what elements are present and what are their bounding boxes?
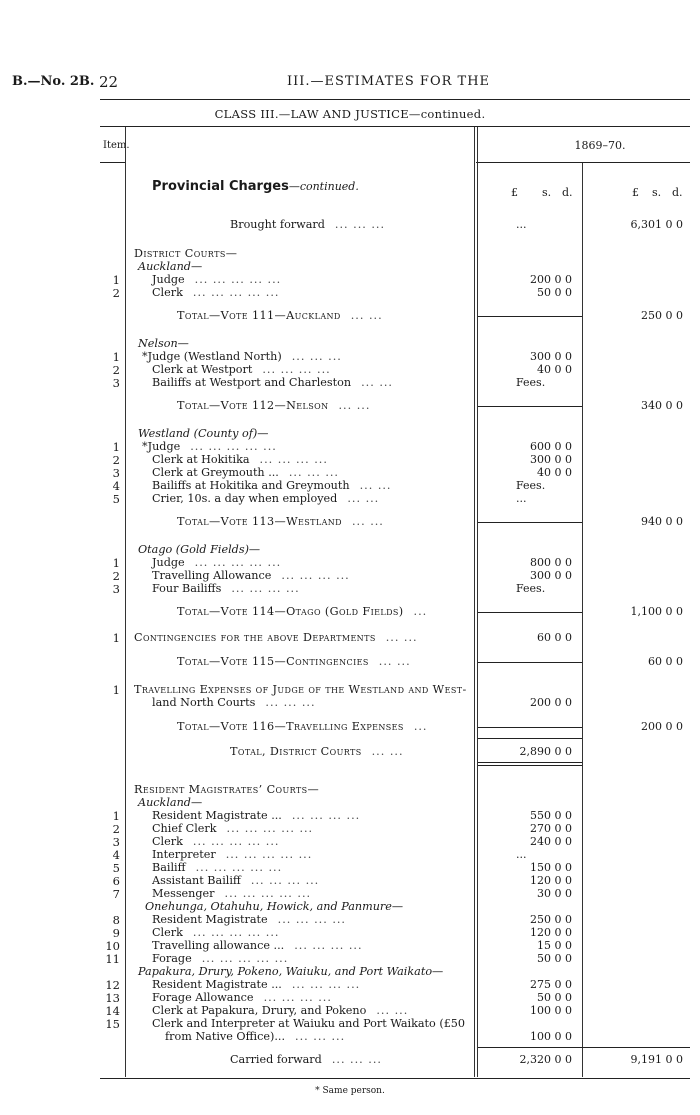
amount-detail: 200 0 0 <box>530 696 572 709</box>
currency-pounds-2: £ <box>632 186 639 199</box>
leader-dots: ... ... ... ... <box>262 363 331 376</box>
line-text: Auckland— <box>138 796 203 809</box>
line-text: Forage <box>152 952 192 965</box>
amount-detail: 600 0 0 <box>530 440 572 453</box>
line-text: Clerk <box>152 835 183 848</box>
item-number: 7 <box>112 887 120 901</box>
leader-dots: ... ... ... ... <box>291 809 361 822</box>
line-description <box>152 978 360 991</box>
amount-total: 1,100 0 0 <box>630 605 683 618</box>
item-number: 6 <box>112 874 120 888</box>
line-description <box>152 913 346 926</box>
item-number: 9 <box>112 926 120 940</box>
leader-dots: ... ... <box>378 655 411 668</box>
line-description <box>152 939 363 952</box>
line-text: Nelson— <box>138 337 189 350</box>
line-description <box>138 965 443 978</box>
leader-dots: ... ... ... ... ... <box>192 835 280 848</box>
subtotal-rule <box>478 612 582 613</box>
line-text: Bailiff <box>152 861 186 874</box>
line-text: Chief Clerk <box>152 822 217 835</box>
amount-total: 60 0 0 <box>648 655 683 668</box>
leader-dots: ... ... ... ... ... <box>194 273 282 286</box>
item-number: 1 <box>112 809 120 823</box>
leader-dots: ... ... ... ... ... <box>192 926 280 939</box>
currency-pence-2: d. <box>672 186 683 199</box>
line-description <box>138 337 189 350</box>
item-number: 1 <box>112 350 120 364</box>
line-text: Resident Magistrate ... <box>152 978 282 991</box>
subtotal-rule <box>478 727 582 728</box>
page-number: 22 <box>99 73 119 91</box>
leader-dots: ... ... ... ... ... <box>225 848 313 861</box>
amount-detail: Fees. <box>516 582 546 595</box>
item-number: 5 <box>112 492 120 506</box>
leader-dots: ... ... ... ... ... <box>224 887 312 900</box>
currency-shillings-2: s. <box>652 186 662 199</box>
amount-detail: 150 0 0 <box>530 861 572 874</box>
amount-detail: 240 0 0 <box>530 835 572 848</box>
leader-dots: ... ... <box>385 631 418 644</box>
item-number: 1 <box>112 440 120 454</box>
item-number: 15 <box>105 1017 120 1031</box>
line-text: Resident Magistrate <box>152 913 268 926</box>
line-description <box>152 556 281 569</box>
line-text: Westland (County of)— <box>138 427 269 440</box>
line-description <box>152 479 392 492</box>
amount-detail: 120 0 0 <box>530 926 572 939</box>
amount-total: 9,191 0 0 <box>630 1053 683 1066</box>
amount-detail: ... <box>516 218 527 231</box>
leader-dots: ... ... ... ... ... <box>195 861 283 874</box>
item-number: 3 <box>112 376 120 390</box>
line-text: Otago (Gold Fields)— <box>138 543 261 556</box>
line-text: Travelling Allowance <box>152 569 272 582</box>
line-text: Bailiffs at Westport and Charleston <box>152 376 352 389</box>
line-text: Resident Magistrate ... <box>152 809 282 822</box>
subtotal-rule <box>478 316 582 317</box>
line-description <box>152 453 328 466</box>
year-column-header: 1869–70. <box>574 139 626 152</box>
line-text: Assistant Bailiff <box>152 874 241 887</box>
line-description <box>152 952 288 965</box>
leader-dots: ... ... ... ... <box>277 913 346 926</box>
line-description <box>138 543 260 556</box>
line-text: Auckland— <box>138 260 203 273</box>
line-text: Clerk at Hokitika <box>152 453 250 466</box>
section-heading-suffix: —continued. <box>288 180 359 193</box>
amount-detail: 15 0 0 <box>537 939 572 952</box>
item-number: 2 <box>112 363 120 377</box>
leader-dots: ... ... ... ... <box>250 874 320 887</box>
leader-dots: ... ... <box>351 515 384 528</box>
leader-dots: ... ... ... ... ... <box>190 440 277 453</box>
line-description <box>152 926 279 939</box>
line-text: Total—Vote 116—Travelling Expenses <box>177 720 404 733</box>
currency-shillings-1: s. <box>542 186 552 199</box>
grand-total-rule <box>478 765 582 766</box>
line-description <box>152 874 319 887</box>
line-description <box>152 887 311 900</box>
footer-rule <box>100 1078 690 1079</box>
leader-dots: ... ... <box>361 376 393 389</box>
item-header-rule <box>100 162 125 163</box>
amount-detail: 40 0 0 <box>537 466 572 479</box>
line-description <box>142 440 277 453</box>
line-description <box>152 582 300 595</box>
line-text: Clerk and Interpreter at Waiuku and Port Waikato (£50 <box>152 1017 466 1030</box>
line-description <box>152 809 360 822</box>
line-description <box>138 260 202 273</box>
line-text: Onehunga, Otahuhu, Howick, and Panmure— <box>145 900 404 913</box>
amount-detail: Fees. <box>516 479 546 492</box>
amount-detail: 200 0 0 <box>530 273 572 286</box>
amount-total: 250 0 0 <box>641 309 683 322</box>
line-text: Clerk at Westport <box>152 363 253 376</box>
line-text: Clerk <box>152 926 183 939</box>
line-description <box>152 273 281 286</box>
line-text: Total—Vote 113—Westland <box>177 515 342 528</box>
subtotal-rule <box>478 406 582 407</box>
line-description <box>152 376 393 389</box>
line-description <box>152 492 379 505</box>
amount-detail: 60 0 0 <box>537 631 572 644</box>
leader-dots: ... ... <box>350 309 383 322</box>
line-text: Messenger <box>152 887 215 900</box>
item-number: 5 <box>112 861 120 875</box>
leader-dots: ... ... <box>376 1004 409 1017</box>
amount-total: 940 0 0 <box>641 515 683 528</box>
line-description <box>152 1017 465 1030</box>
currency-pounds-1: £ <box>511 186 518 199</box>
line-text: Crier, 10s. a day when employed <box>152 492 338 505</box>
line-description <box>138 427 269 440</box>
section-heading <box>152 179 359 194</box>
item-number: 10 <box>105 939 120 953</box>
line-text: Clerk at Greymouth ... <box>152 466 279 479</box>
line-description <box>177 655 411 668</box>
amount-detail: 2,890 0 0 <box>519 745 572 758</box>
leader-dots: ... ... ... <box>334 218 386 231</box>
subtotal-rule <box>478 522 582 523</box>
line-description <box>177 720 427 733</box>
grand-total-rule <box>478 762 582 763</box>
line-description <box>152 696 316 709</box>
leader-dots: ... ... <box>359 479 392 492</box>
grand-total-rule <box>478 738 582 739</box>
item-number: 2 <box>112 286 120 300</box>
line-description <box>177 515 384 528</box>
line-text: Forage Allowance <box>152 991 254 1004</box>
line-description <box>230 218 385 231</box>
item-number: 14 <box>105 1004 120 1018</box>
leader-dots: ... ... ... <box>295 1030 346 1043</box>
leader-dots: ... <box>413 605 428 618</box>
line-description <box>152 569 350 582</box>
amount-detail: 300 0 0 <box>530 350 572 363</box>
line-text: Contingencies for the above Departments <box>134 631 376 644</box>
leader-dots: ... ... <box>347 492 380 505</box>
amount-detail: ... <box>516 848 527 861</box>
item-number: 13 <box>105 991 120 1005</box>
line-description <box>152 991 332 1004</box>
item-number: 12 <box>105 978 120 992</box>
line-text: land North Courts <box>152 696 256 709</box>
amount-total: 340 0 0 <box>641 399 683 412</box>
amount-detail: 40 0 0 <box>537 363 572 376</box>
line-description <box>142 350 342 363</box>
leader-dots: ... ... ... ... ... <box>192 286 280 299</box>
amount-detail: 300 0 0 <box>530 569 572 582</box>
line-description <box>230 745 404 758</box>
amount-detail: 250 0 0 <box>530 913 572 926</box>
line-text: Carried forward <box>230 1053 322 1066</box>
line-text: Brought forward <box>230 218 325 231</box>
line-description <box>134 683 467 696</box>
item-number: 1 <box>112 273 120 287</box>
amount-detail: 120 0 0 <box>530 874 572 887</box>
item-number: 3 <box>112 466 120 480</box>
document-reference: B.—No. 2B. <box>12 74 95 89</box>
table-top-rule <box>100 126 690 127</box>
item-column-rule <box>125 127 126 1077</box>
line-description <box>134 783 319 796</box>
item-number: 1 <box>112 556 120 570</box>
amount-total: 6,301 0 0 <box>630 218 683 231</box>
item-number: 3 <box>112 835 120 849</box>
line-text: Clerk <box>152 286 183 299</box>
line-text: Total—Vote 111—Auckland <box>177 309 341 322</box>
line-description <box>152 835 279 848</box>
line-text: Bailiffs at Hokitika and Greymouth <box>152 479 350 492</box>
line-text: *Judge (Westland North) <box>142 350 282 363</box>
line-description <box>152 822 313 835</box>
item-number: 1 <box>112 683 120 697</box>
line-description <box>138 796 202 809</box>
text-column-rule-a <box>474 127 475 1077</box>
amount-detail: 30 0 0 <box>537 887 572 900</box>
line-description <box>177 605 427 618</box>
item-number: 3 <box>112 582 120 596</box>
line-description <box>152 466 339 479</box>
leader-dots: ... ... ... ... <box>263 991 332 1004</box>
class-title: CLASS III.—LAW AND JUSTICE—continued. <box>214 107 486 121</box>
line-text: Total—Vote 115—Contingencies <box>177 655 369 668</box>
line-description <box>152 861 282 874</box>
line-description <box>152 286 279 299</box>
amount-detail: 2,320 0 0 <box>519 1053 572 1066</box>
line-text: Total—Vote 114—Otago (Gold Fields) <box>177 605 404 618</box>
item-number: 4 <box>112 479 120 493</box>
line-description <box>177 309 383 322</box>
amount-detail: 100 0 0 <box>530 1030 572 1043</box>
line-description <box>152 848 312 861</box>
amount-detail: ... <box>516 492 527 505</box>
leader-dots: ... ... ... ... ... <box>194 556 282 569</box>
page-title: III.—ESTIMATES FOR THE <box>287 74 491 89</box>
leader-dots: ... ... <box>338 399 371 412</box>
header-rule <box>100 99 690 100</box>
amount-detail: 50 0 0 <box>537 952 572 965</box>
leader-dots: ... ... ... ... <box>294 939 363 952</box>
year-header-rule <box>476 162 690 163</box>
line-text: Judge <box>152 556 185 569</box>
item-number: 2 <box>112 569 120 583</box>
leader-dots: ... ... ... ... ... <box>226 822 314 835</box>
currency-pence-1: d. <box>562 186 573 199</box>
amount-total: 200 0 0 <box>641 720 683 733</box>
line-text: District Courts— <box>134 247 238 260</box>
line-text: Travelling allowance ... <box>152 939 285 952</box>
line-text: Clerk at Papakura, Drury, and Pokeno <box>152 1004 367 1017</box>
amount-detail: 275 0 0 <box>530 978 572 991</box>
subtotal-rule <box>478 662 582 663</box>
item-number: 4 <box>112 848 120 862</box>
line-text: Total, District Courts <box>230 745 362 758</box>
amount-detail: 50 0 0 <box>537 991 572 1004</box>
item-number: 1 <box>112 631 120 645</box>
leader-dots: ... ... ... <box>288 466 339 479</box>
amount-detail: Fees. <box>516 376 546 389</box>
item-number: 11 <box>105 952 120 966</box>
amount-detail: 270 0 0 <box>530 822 572 835</box>
amount-detail: 550 0 0 <box>530 809 572 822</box>
leader-dots: ... ... ... ... <box>231 582 300 595</box>
item-number: 8 <box>112 913 120 927</box>
leader-dots: ... ... <box>371 745 404 758</box>
amount-column-rule <box>582 163 583 1077</box>
line-text: Interpreter <box>152 848 216 861</box>
leader-dots: ... ... ... ... <box>291 978 361 991</box>
leader-dots: ... ... ... ... <box>259 453 328 466</box>
line-description <box>177 399 370 412</box>
line-description <box>152 1004 408 1017</box>
leader-dots: ... <box>413 720 428 733</box>
line-description <box>145 900 403 913</box>
leader-dots: ... ... ... <box>291 350 342 363</box>
amount-detail: 800 0 0 <box>530 556 572 569</box>
item-number: 2 <box>112 453 120 467</box>
line-text: Total—Vote 112—Nelson <box>177 399 329 412</box>
item-column-header: Item. <box>103 140 130 151</box>
leader-dots: ... ... ... ... <box>281 569 350 582</box>
text-column-rule-b <box>477 127 478 1077</box>
line-description <box>134 631 418 644</box>
amount-detail: 100 0 0 <box>530 1004 572 1017</box>
line-text: Travelling Expenses of Judge of the Westland and West- <box>134 683 467 696</box>
line-text: Resident Magistrates’ Courts— <box>134 783 320 796</box>
leader-dots: ... ... ... <box>265 696 316 709</box>
amount-detail: 50 0 0 <box>537 286 572 299</box>
item-number: 2 <box>112 822 120 836</box>
footnote: * Same person. <box>315 1086 385 1096</box>
leader-dots: ... ... ... ... ... <box>201 952 289 965</box>
leader-dots: ... ... ... <box>331 1053 382 1066</box>
line-text: *Judge <box>142 440 181 453</box>
line-text: Papakura, Drury, Pokeno, Waiuku, and Port Waikato— <box>138 965 444 978</box>
section-heading-main: Provincial Charges <box>152 179 289 194</box>
line-description <box>230 1053 382 1066</box>
line-text: from Native Office)... <box>165 1030 286 1043</box>
line-text: Judge <box>152 273 185 286</box>
amount-detail: 300 0 0 <box>530 453 572 466</box>
line-description <box>165 1030 345 1043</box>
line-text: Four Bailiffs <box>152 582 222 595</box>
line-description <box>134 247 237 260</box>
line-description <box>152 363 331 376</box>
carried-forward-rule <box>478 1047 690 1048</box>
